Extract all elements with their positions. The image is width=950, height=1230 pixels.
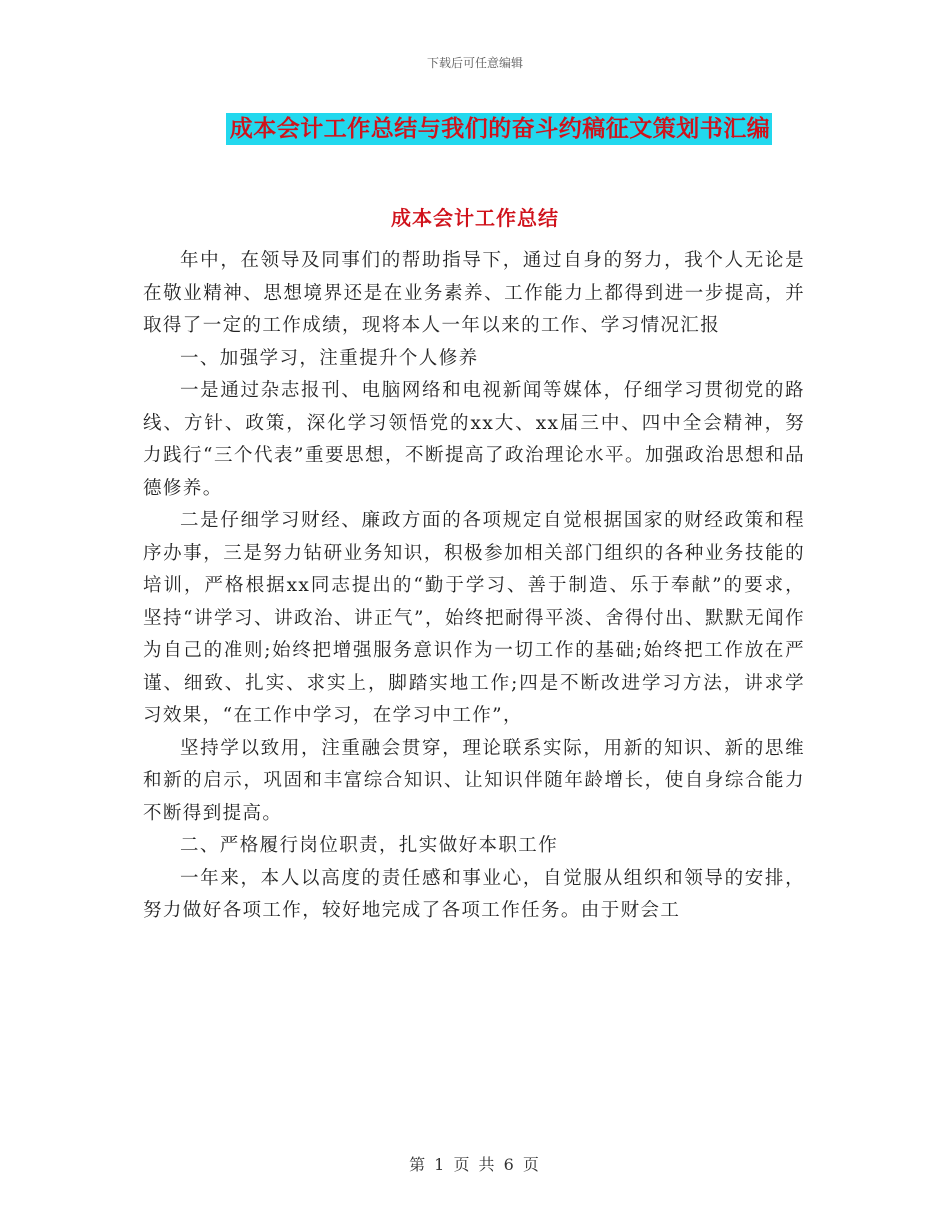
paragraph: 一年来，本人以高度的责任感和事业心，自觉服从组织和领导的安排，努力做好各项工作，较好地完成了各项工作任务。由于财会工	[143, 867, 805, 921]
document-title-container	[0, 113, 950, 145]
paragraph-heading: 二、严格履行岗位职责，扎实做好本职工作	[180, 835, 559, 856]
paragraph-heading: 一、加强学习，注重提升个人修养	[180, 347, 479, 369]
paragraph: 坚持学以致用，注重融会贯穿，理论联系实际，用新的知识、新的思维和新的启示，巩固和丰富综合知识、让知识伴随年龄增长，使自身综合能力不断得到提高。	[143, 737, 805, 824]
document-body	[143, 245, 805, 928]
paragraph: 一是通过杂志报刊、电脑网络和电视新闻等媒体，仔细学习贯彻党的路线、方针、政策，深化学习领悟党的xx大、xx届三中、四中全会精神，努力践行“三个代表”重要思想，不断提高了政治理论水平。加强政治思想和品德修养。	[143, 380, 805, 499]
paragraph: 二是仔细学习财经、廉政方面的各项规定自觉根据国家的财经政策和程序办事，三是努力钻研业务知识，积极参加相关部门组织的各种业务技能的培训，严格根据xx同志提出的“勤于学习、善于制造、乐于奉献”的要求，坚持“讲学习、讲政治、讲正气”，始终把耐得平淡、舍得付出、默默无闻作为自己的准则;始终把增强服务意识作为一切工作的基础;始终把工作放在严谨、细致、扎实、求实上，脚踏实地工作;四是不断改进学习方法，讲求学习效果，“在工作中学习，在学习中工作”，	[143, 510, 805, 726]
document-title: 成本会计工作总结与我们的奋斗约稿征文策划书汇编	[226, 113, 773, 145]
page-header-note: 下载后可任意编辑	[426, 56, 523, 70]
section-title: 成本会计工作总结	[391, 206, 559, 230]
page-number-footer: 第 1 页 共 6 页	[409, 1155, 541, 1174]
paragraph: 年中，在领导及同事们的帮助指导下，通过自身的努力，我个人无论是在敬业精神、思想境界还是在业务素养、工作能力上都得到进一步提高，并取得了一定的工作成绩，现将本人一年以来的工作、学习情况汇报	[143, 250, 805, 336]
